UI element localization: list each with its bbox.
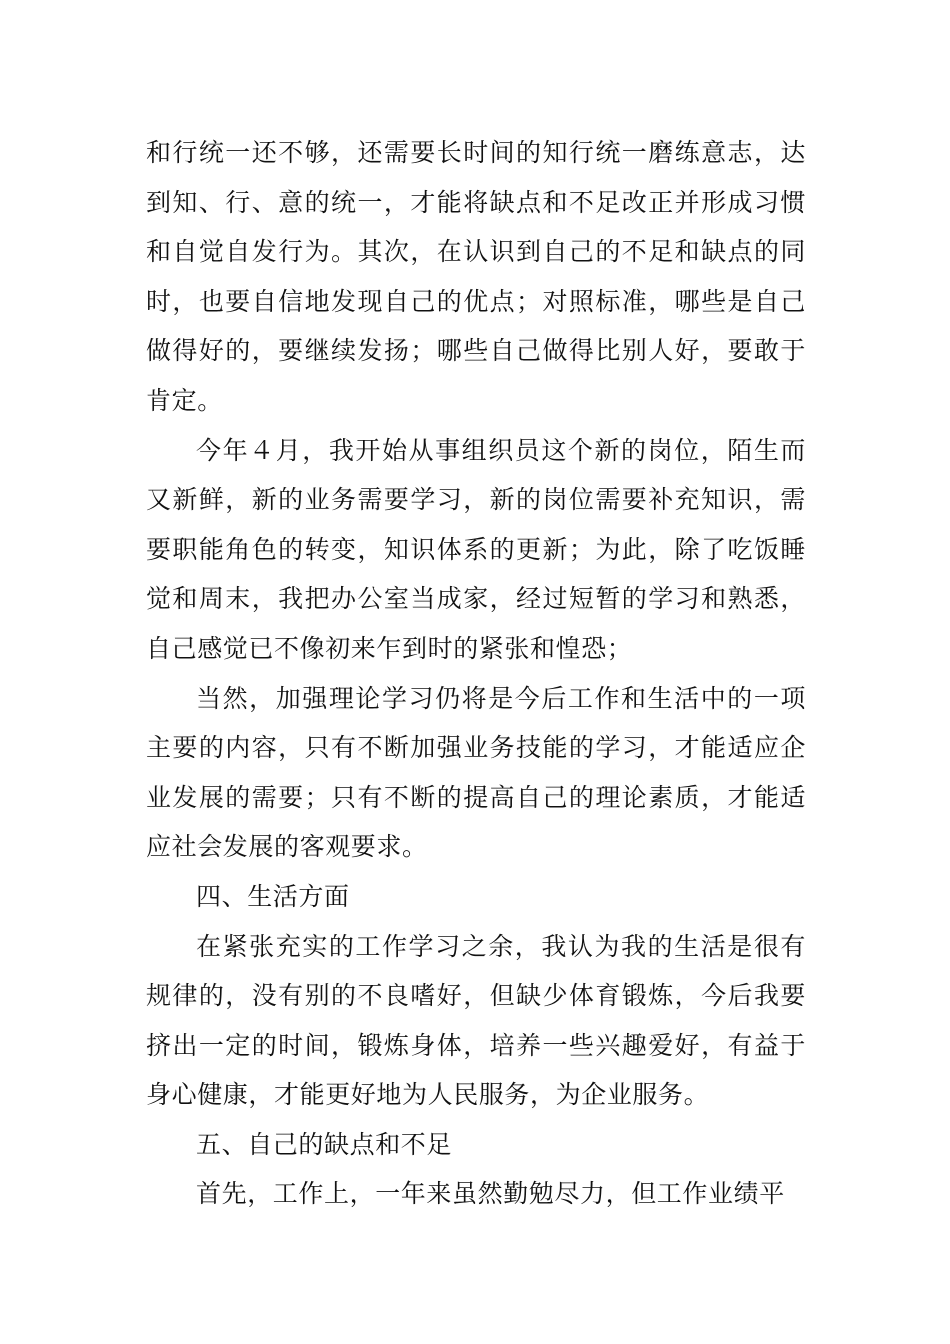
document-page xyxy=(146,128,806,1219)
paragraph-continuation: 和行统一还不够，还需要长时间的知行统一磨练意志，达到知、行、意的统一，才能将缺点和不足改正并形成习惯和自觉自发行为。其次，在认识到自己的不足和缺点的同时，也要自信地发现自己的优点；对照标准，哪些是自己做得好的，要继续发扬；哪些自己做得比别人好，要敢于肯定。 xyxy=(146,138,806,415)
paragraph-shortcomings: 首先，工作上，一年来虽然勤勉尽力，但工作业绩平 xyxy=(196,1179,785,1209)
paragraph-new-position: 今年４月，我开始从事组织员这个新的岗位，陌生而又新鲜，新的业务需要学习，新的岗位需要补充知识，需要职能角色的转变，知识体系的更新；为此，除了吃饭睡觉和周末，我把办公室当成家，经过短暂的学习和熟悉，自己感觉已不像初来乍到时的紧张和惶恐； xyxy=(146,435,806,663)
paragraph-theory-study: 当然，加强理论学习仍将是今后工作和生活中的一项主要的内容，只有不断加强业务技能的学习，才能适应企业发展的需要；只有不断的提高自己的理论素质，才能适应社会发展的客观要求。 xyxy=(146,683,806,862)
paragraph-life: 在紧张充实的工作学习之余，我认为我的生活是很有规律的，没有别的不良嗜好，但缺少体育锻炼，今后我要挤出一定的时间，锻炼身体，培养一些兴趣爱好，有益于身心健康，才能更好地为人民服务，为企业服务。 xyxy=(146,931,806,1110)
section-heading-shortcomings: 五、自己的缺点和不足 xyxy=(196,1129,453,1159)
section-heading-life: 四、生活方面 xyxy=(196,881,350,911)
